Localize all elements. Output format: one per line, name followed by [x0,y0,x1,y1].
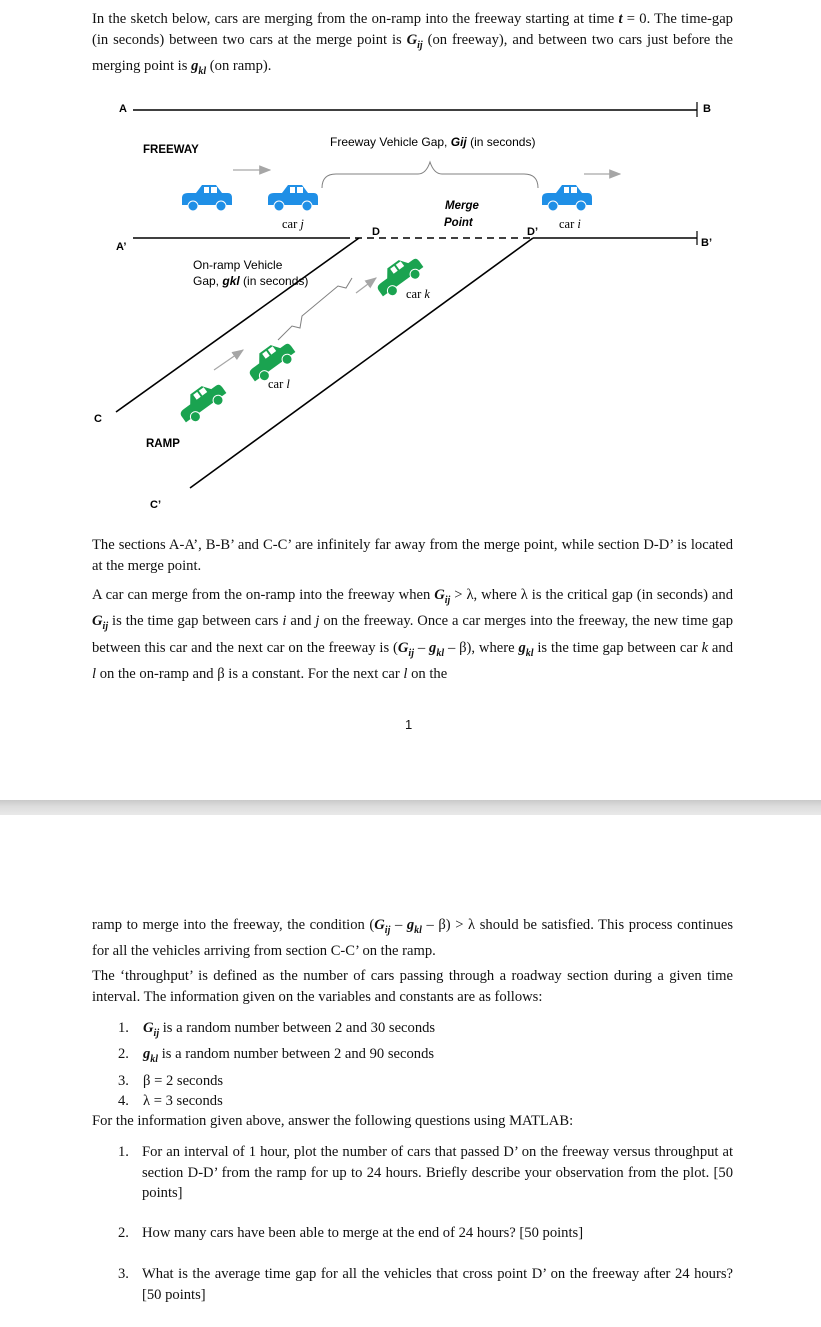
freeway-label: FREEWAY [143,144,199,156]
car-l-label: car l [268,377,290,391]
car-k-label: car k [406,287,430,301]
variables-list [118,1018,435,1112]
page-number: 1 [405,717,413,732]
label-d-prime: D’ [527,226,538,238]
list-item: 3. β = 2 seconds [118,1072,224,1089]
merge-point-label-1: Merge [445,200,479,212]
freeway-gap-label: Freeway Vehicle Gap, Gij (in seconds) [330,135,536,149]
green-car-lower [174,377,230,427]
label-a-prime: A’ [116,241,127,253]
throughput-paragraph: The ‘throughput’ is defined as the number of cars passing through a roadway section during a given time interval. The information given on the variables and constants are as follows: [92,968,733,1005]
ramp-arrow-upper [356,278,376,293]
onramp-gap-label-1: On-ramp Vehicle [193,258,283,272]
car-i [542,185,592,211]
car-j [268,185,318,211]
intro-paragraph: In the sketch below, cars are merging from the on-ramp into the freeway starting at time t = 0. The time-gap (in seconds) between two cars at the merge point is $G_{ij}$ (on freeway), and between two cars just before the merging point is $g_{kl}$ (on ramp). [92,11,733,77]
merge-point-label-2: Point [444,217,473,229]
label-d: D [372,226,380,238]
blue-car-left [182,185,232,211]
sections-paragraph: The sections A-A’, B-B’ and C-C’ are infinitely far away from the merge point, while section D-D’ is located at the merge point. [92,537,733,574]
list-item: 2. $g_{kl}$ is a random number between 2 and 90 seconds [118,1046,435,1066]
question-2: 2. How many cars have been able to merge at the end of 24 hours? [50 points] [118,1225,584,1241]
car-i-label: car i [559,217,581,231]
label-a: A [119,103,127,115]
ramp-arrow-lower [214,350,243,370]
question-3: 3. What is the average time gap for all the vehicles that cross point D’ on the freeway after 24 hours? [50 points] [118,1266,733,1303]
car-j-label: car j [282,217,304,231]
freeway-gap-brace [322,162,538,188]
document-page-2 [0,815,821,1327]
question-1: 1. For an interval of 1 hour, plot the number of cars that passed D’ on the freeway versus throughput at section D-D’ from the ramp for up to 24 hours. Briefly describe your observation from the plot. [50 points] [118,1144,733,1201]
merge-condition-paragraph: A car can merge from the on-ramp into the freeway when $G_{ij} > \lambda$, where λ is the critical gap (in seconds) and $G_{ij}$ is the time gap between cars i and j on the freeway. Once a car merges into the freeway, the new time gap between this car and the next car on the freeway is $(G_{ij} - g_{kl} - \beta)$, where $g_{kl}$ is the time gap between car k and l on the on-ramp and β is a constant. For the next car l on the [92,587,733,683]
label-b-prime: B’ [701,237,712,249]
onramp-gap-label-2: Gap, gkl (in seconds) [193,274,309,288]
merge-sketch [0,88,821,528]
ramp-label: RAMP [146,438,180,450]
label-b: B [703,103,711,115]
list-item: 4. λ = 3 seconds [118,1093,223,1110]
label-c-prime: C’ [150,499,161,511]
instructions-paragraph: For the information given above, answer the following questions using MATLAB: [92,1113,574,1129]
list-item: 1. $G_{ij}$ is a random number between 2 and 30 seconds [118,1020,436,1039]
label-c: C [94,413,102,425]
continuation-paragraph: ramp to merge into the freeway, the condition $(G_{ij} - g_{kl} - \beta) > \lambda$ should be satisfied. This process continues for all the vehicles arriving from section C-C’ on the ramp. [92,917,733,960]
page-separator [0,800,821,815]
